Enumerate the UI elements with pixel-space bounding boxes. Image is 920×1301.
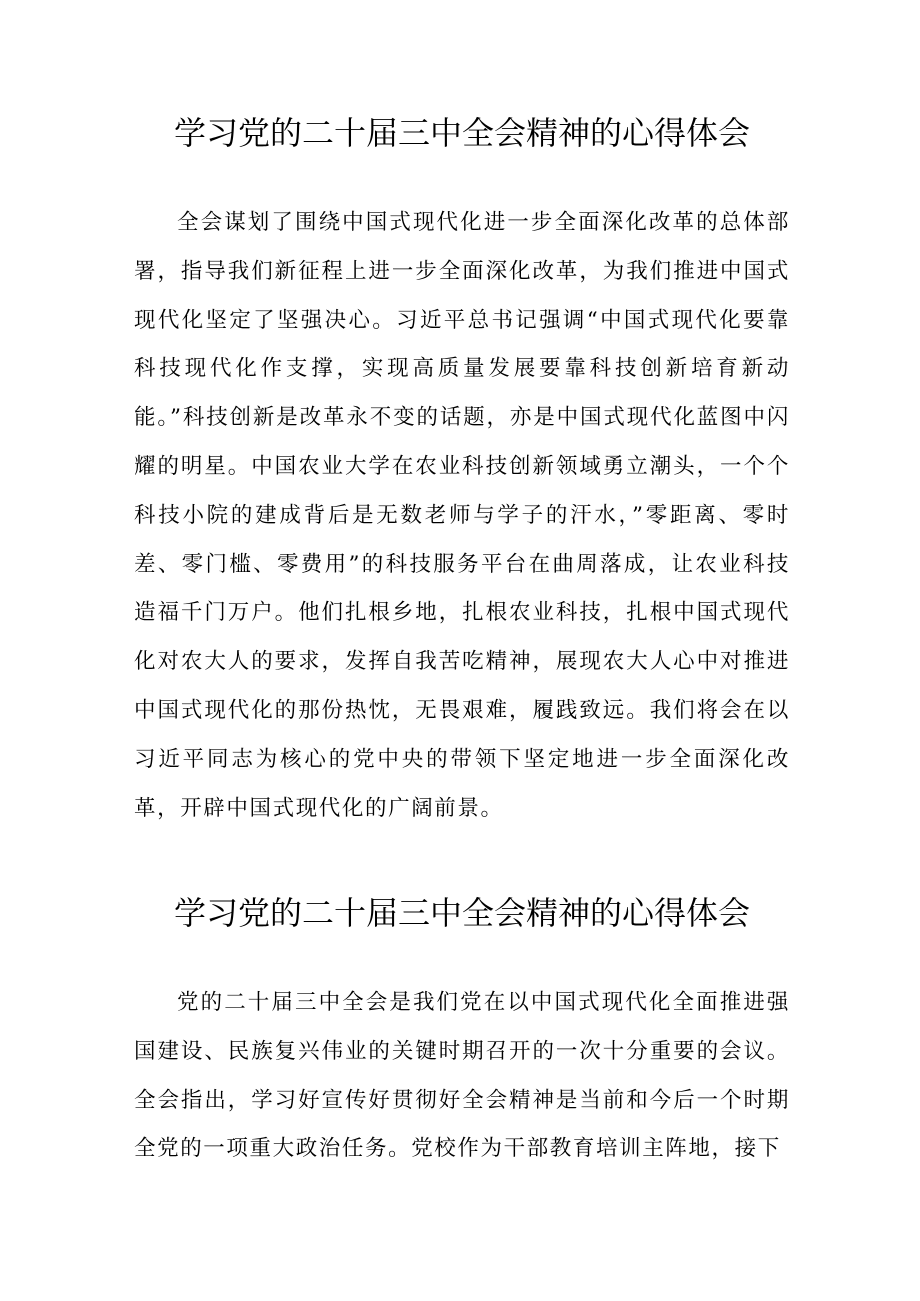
article-title: 学习党的二十届三中全会精神的心得体会 (173, 114, 750, 152)
article-section-2 (134, 885, 790, 1174)
article-body: 党的二十届三中全会是我们党在以中国式现代化全面推进强国建设、民族复兴伟业的关键时期召开的一次十分重要的会议。全会指出，学习好宣传好贯彻好全会精神是当前和今后一个时期全党的一项重大政治任务。党校作为干部教育培训主阵地，接下 (134, 990, 790, 1162)
article-section-1 (134, 105, 790, 833)
article-body: 全会谋划了围绕中国式现代化进一步全面深化改革的总体部署，指导我们新征程上进一步全面深化改革，为我们推进中国式现代化坚定了坚强决心。习近平总书记强调“中国式现代化要靠科技现代化作支撑，实现高质量发展要靠科技创新培育新动能。”科技创新是改革永不变的话题，亦是中国式现代化蓝图中闪耀的明星。中国农业大学在农业科技创新领域勇立潮头，一个个科技小院的建成背后是无数老师与学子的汗水，”零距离、零时差、零门槛、零费用”的科技服务平台在曲周落成，让农业科技造福千门万户。他们扎根乡地，扎根农业科技，扎根中国式现代化对农大人的要求，发挥自我苦吃精神，展现农大人心中对推进中国式现代化的那份热忱，无畏艰难，履践致远。我们将会在以习近平同志为核心的党中央的带领下坚定地进一步全面深化改革，开辟中国式现代化的广阔前景。 (134, 210, 790, 821)
article-title: 学习党的二十届三中全会精神的心得体会 (173, 894, 750, 932)
